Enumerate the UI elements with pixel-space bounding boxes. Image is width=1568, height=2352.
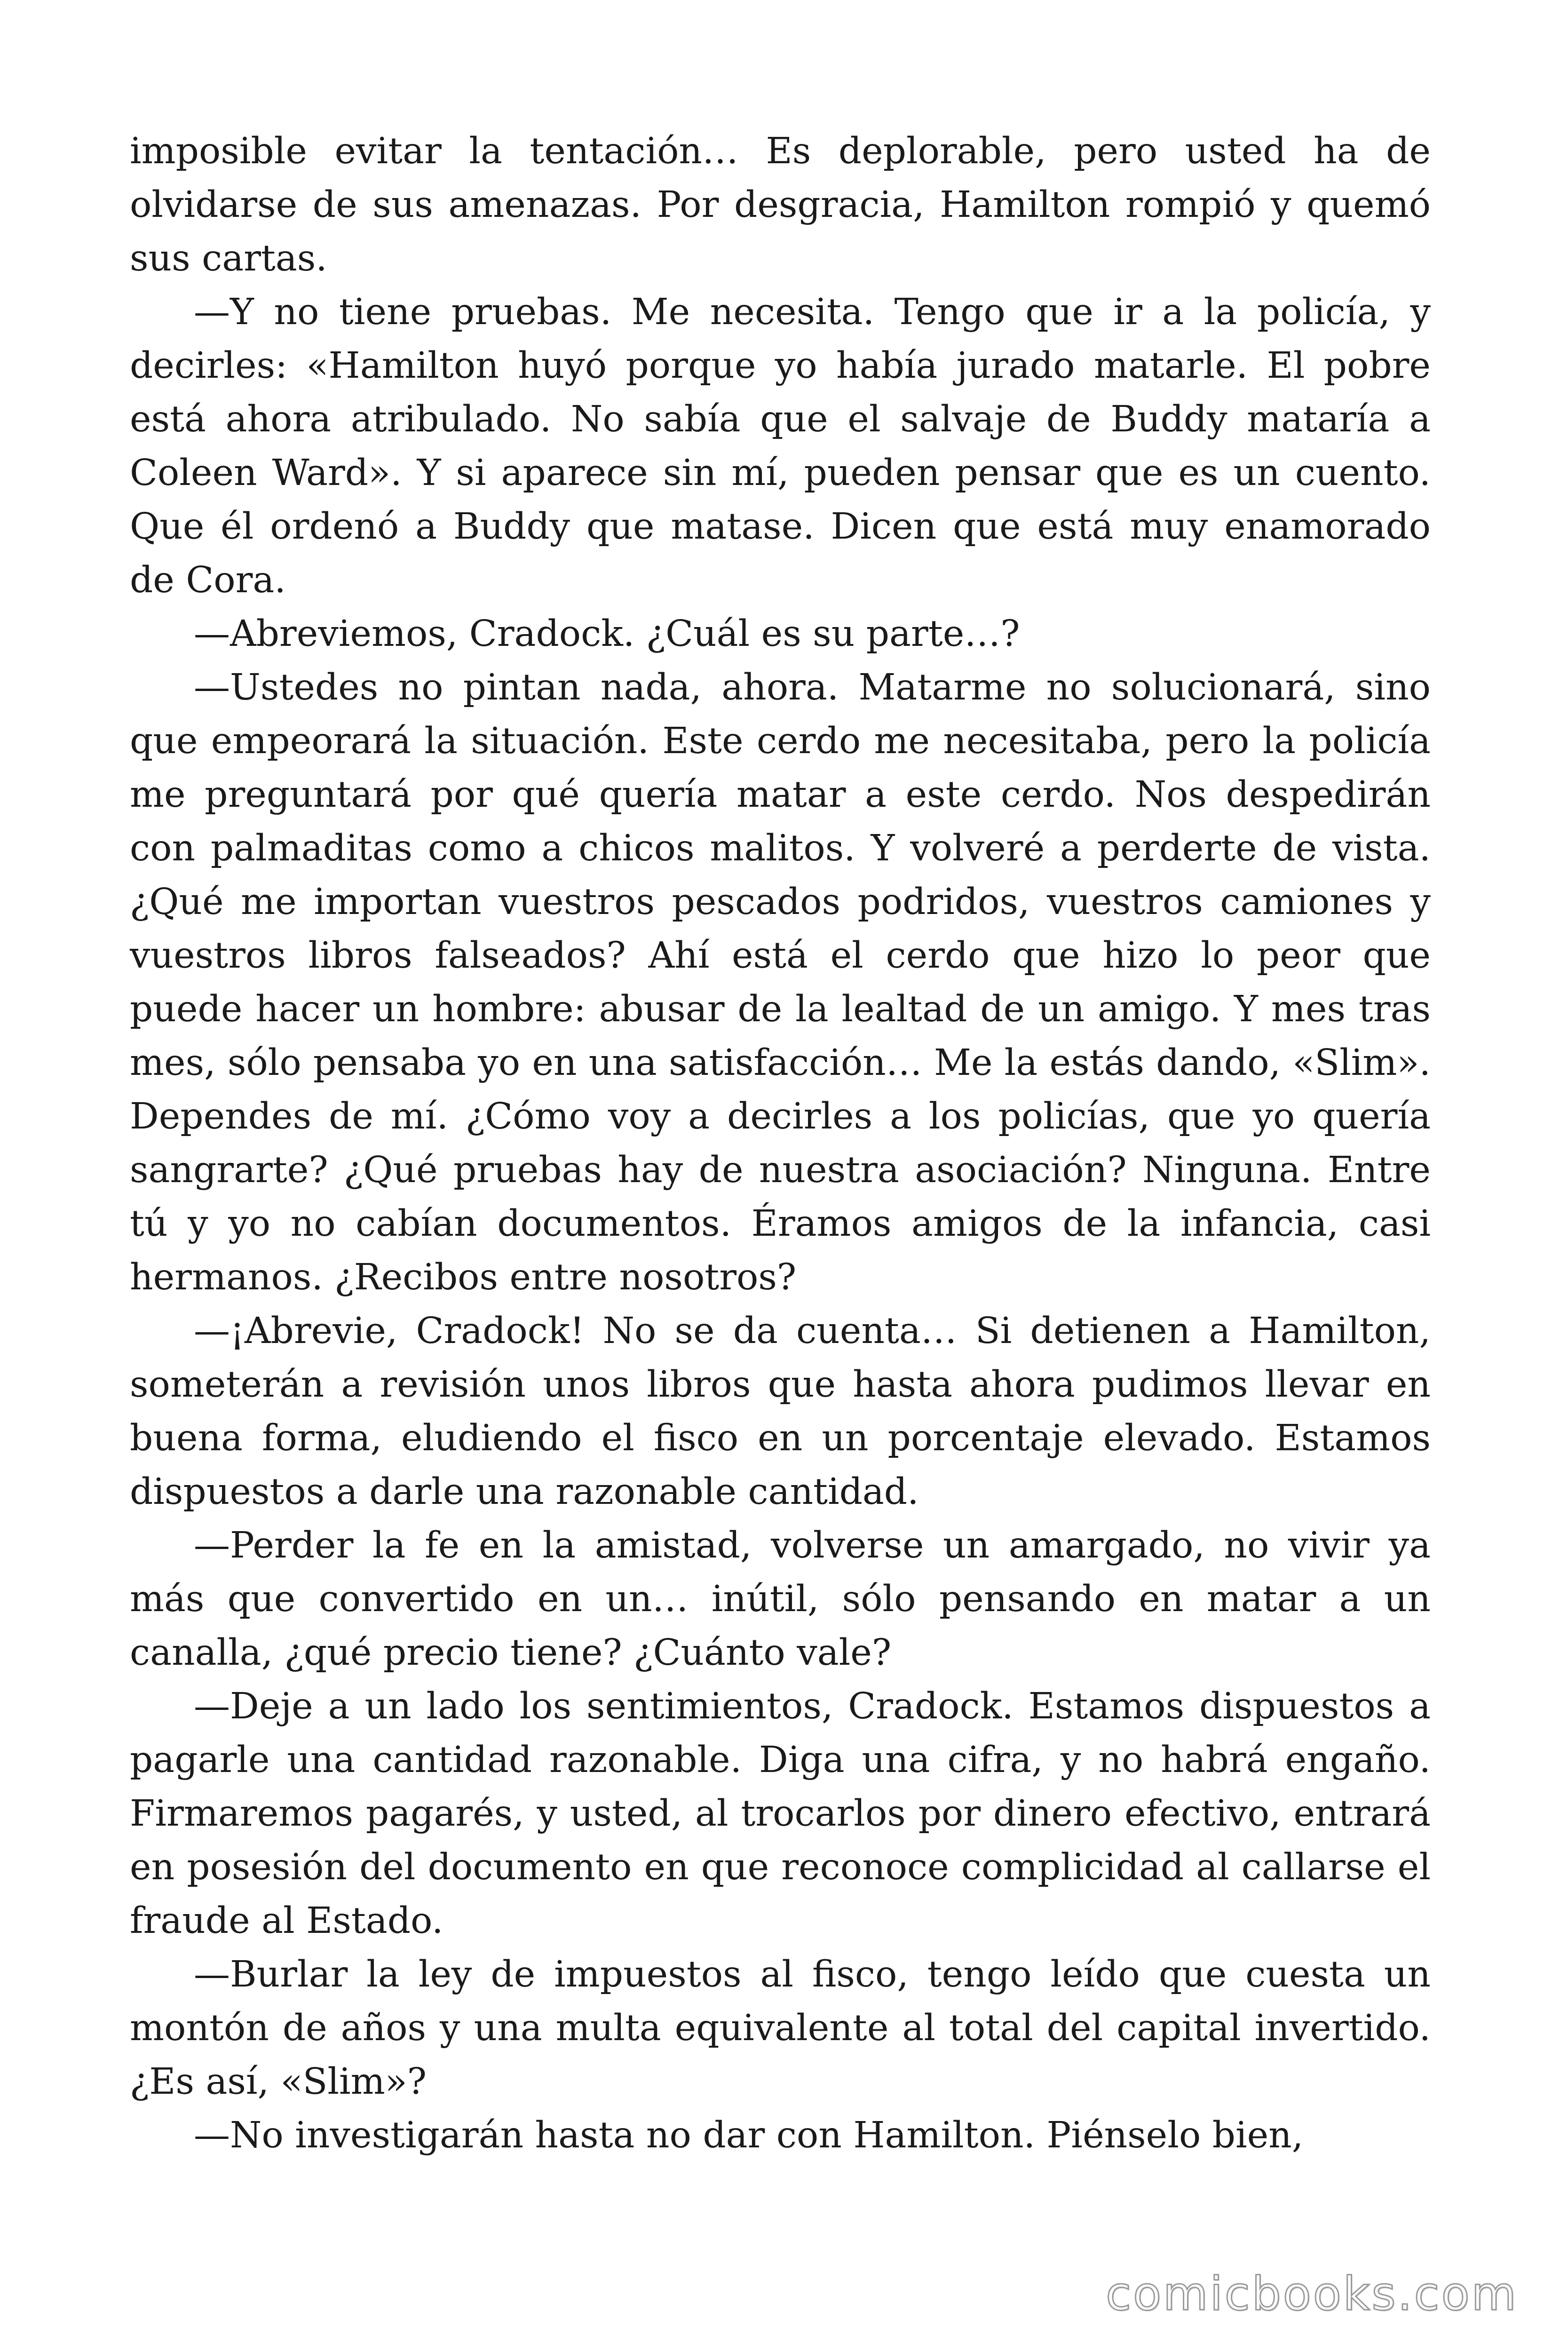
watermark-logo: comicbooks.com xyxy=(1106,2267,1518,2321)
paragraph-4: —Ustedes no pintan nada, ahora. Matarme no solucionará, sino que empeorará la situación. Este cerdo me necesitaba, pero la policía me preguntará por qué quería matar a este cerdo. Nos despedirán con palmaditas como a chicos malitos. Y volveré a perderte de vista. ¿Qué me importan vuestros pescados podridos, vuestros camiones y vuestros libros falseados? Ahí está el cerdo que hizo lo peor que puede hacer un hombre: abusar de la lealtad de un amigo. Y mes tras mes, sólo pensaba yo en una satisfacción… Me la estás dando, «Slim». Dependes de mí. ¿Cómo voy a decirles a los policías, que yo quería sangrarte? ¿Qué pruebas hay de nuestra asociación? Ninguna. Entre tú y yo no cabían documentos. Éramos amigos de la infancia, casi hermanos. ¿Recibos entre nosotros? xyxy=(130,667,1431,1298)
paragraph-6: —Perder la fe en la amistad, volverse un amargado, no vivir ya más que convertido en un… inútil, sólo pensando en matar a un canalla, ¿qué precio tiene? ¿Cuánto vale? xyxy=(130,1525,1431,1674)
paragraph-7: —Deje a un lado los sentimientos, Cradock. Estamos dispuestos a pagarle una cantidad razonable. Diga una cifra, y no habrá engaño. Firmaremos pagarés, y usted, al trocarlos por dinero efectivo, entrará en posesión del documento en que reconoce complicidad al callarse el fraude al Estado. xyxy=(130,1685,1431,1942)
paragraph-2: —Y no tiene pruebas. Me necesita. Tengo que ir a la policía, y decirles: «Hamilton huyó porque yo había jurado matarle. El pobre está ahora atribulado. No sabía que el salvaje de Buddy mataría a Coleen Ward». Y si aparece sin mí, pueden pensar que es un cuento. Que él ordenó a Buddy que matase. Dicen que está muy enamorado de Cora. xyxy=(130,291,1431,601)
paragraph-5: —¡Abrevie, Cradock! No se da cuenta… Si detienen a Hamilton, someterán a revisión unos libros que hasta ahora pudimos llevar en buena forma, eludiendo el fisco en un porcentaje elevado. Estamos dispuestos a darle una razonable cantidad. xyxy=(130,1310,1431,1513)
paragraph-9: —No investigarán hasta no dar con Hamilton. Piénselo bien, xyxy=(194,2114,1304,2156)
page-text xyxy=(130,125,1431,2162)
paragraph-1: imposible evitar la tentación… Es deplorable, pero usted ha de olvidarse de sus amenazas. Por desgracia, Hamilton rompió y quemó sus cartas. xyxy=(130,130,1431,279)
paragraph-8: —Burlar la ley de impuestos al fisco, tengo leído que cuesta un montón de años y una multa equivalente al total del capital invertido. ¿Es así, «Slim»? xyxy=(130,1954,1431,2103)
paragraph-3: —Abreviemos, Cradock. ¿Cuál es su parte…? xyxy=(194,613,1020,655)
